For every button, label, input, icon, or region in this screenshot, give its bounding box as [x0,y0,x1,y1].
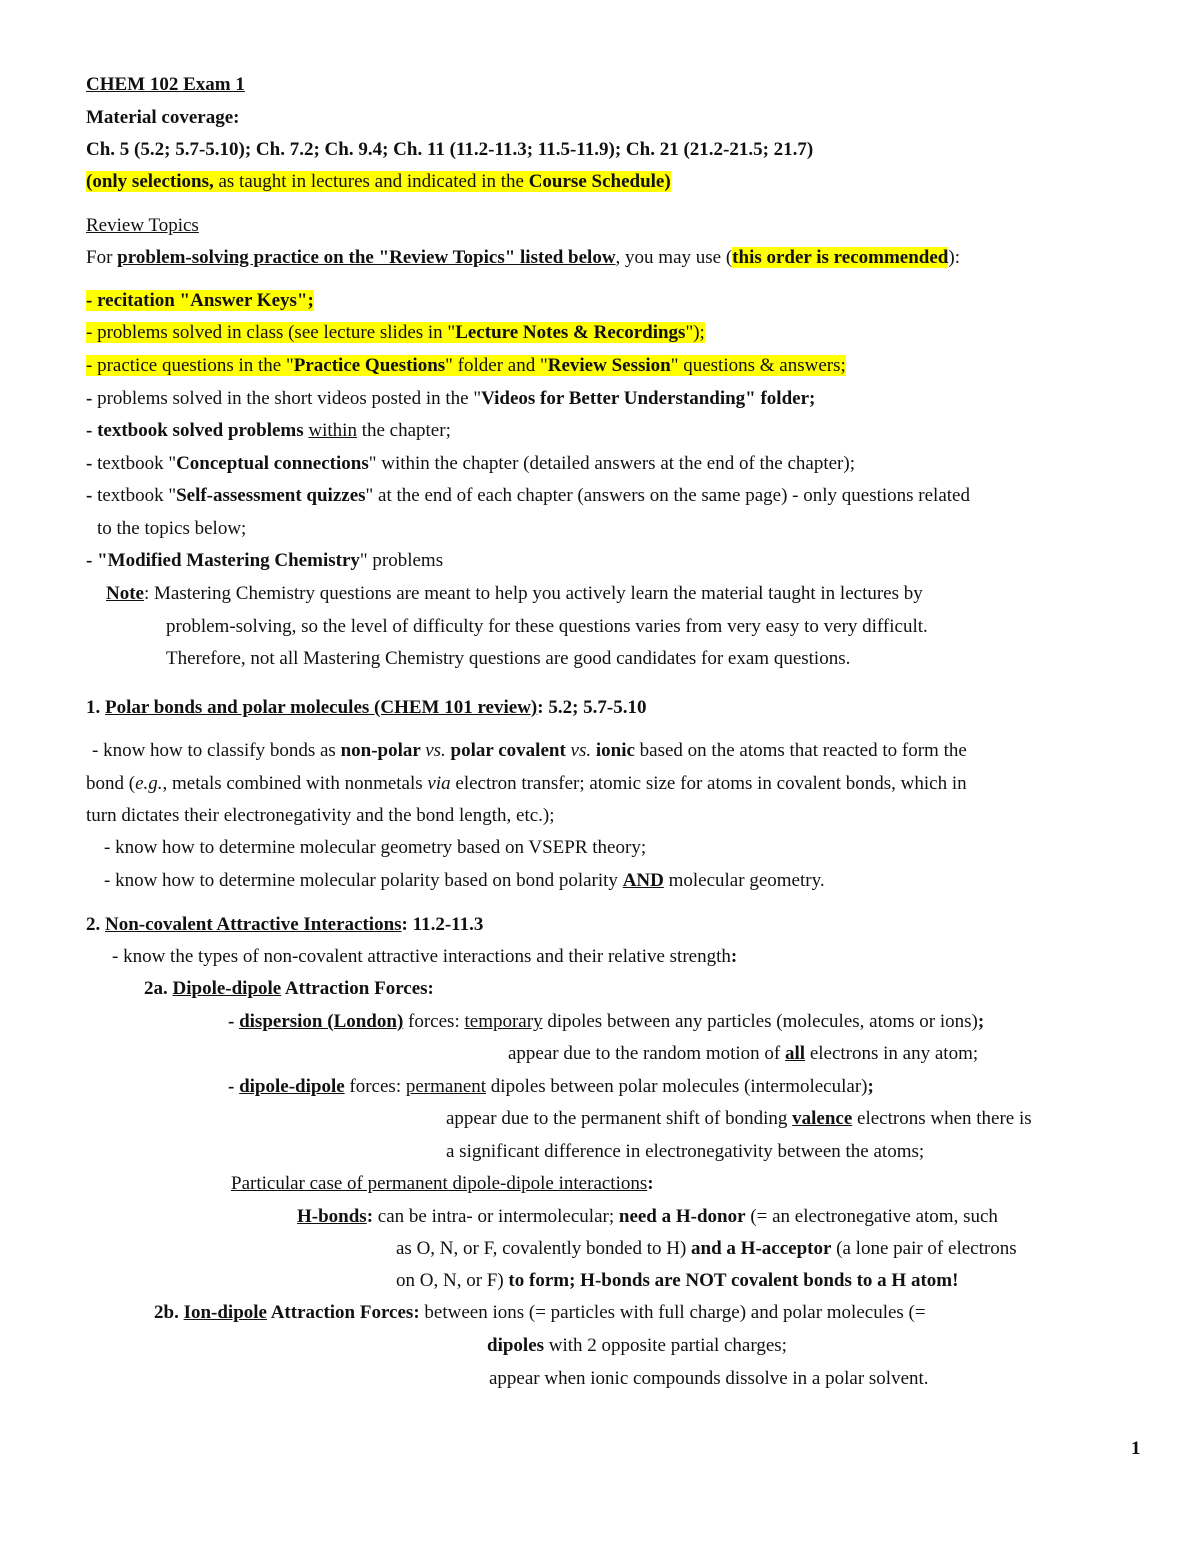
r3a: - practice questions in the " [86,355,294,376]
section-2-heading [86,912,483,938]
r8c: " problems [359,550,444,571]
note-label: Note [106,583,144,604]
r7d: " at the end of each chapter (answers on the same page) - only questions related [365,485,970,506]
particular-case [231,1171,654,1197]
s1-l2e: electron transfer; atomic size for atoms in covalent bonds, which in [450,773,967,794]
dipole-line-3: a significant difference in electronegativity between the atoms; [446,1141,925,1162]
hb-c: can be intra- or intermolecular; [373,1206,619,1227]
resource-5 [86,418,451,444]
s1-l2a: bond ( [86,773,136,794]
hbond-line-3 [396,1268,958,1294]
note-line-2: problem-solving, so the level of difficulty for these questions varies from very easy to very difficult. [166,616,928,637]
s1-line-4: - know how to determine molecular geometry based on VSEPR theory; [104,837,647,858]
disp-c: forces: [403,1011,465,1032]
s2b-partial: with 2 opposite partial charges; [544,1335,787,1356]
r8b: Modified Mastering Chemistry [107,550,360,571]
r3d: Review Session [547,355,671,376]
r8a: - " [86,550,108,571]
hb2c: (a lone pair of electrons [831,1238,1017,1259]
s1-refs: : 5.2; 5.7-5.10 [537,697,647,718]
s2a-rest: Attraction Forces: [281,978,434,999]
s1-l5b: AND [622,870,664,891]
s1-l1e: vs. [570,740,592,761]
r5c: the chapter; [356,420,451,441]
intro-c: , you may use ( [615,247,733,268]
dd-f: ; [867,1076,874,1097]
dispersion-line-2 [508,1041,978,1067]
dd2c: electrons when there is [852,1108,1032,1129]
r4c: Videos for Better Understanding [481,388,746,409]
s2-num: 2. [86,914,105,935]
s2b-line-2 [487,1333,787,1359]
s2a-heading [144,976,434,1002]
resource-3 [86,353,846,379]
s2b-dipoles: dipoles [487,1335,545,1356]
dd-c: forces: [344,1076,406,1097]
part-b: : [647,1173,654,1194]
r4b: problems solved in the short videos posted in the " [97,388,482,409]
dispersion-line [228,1009,984,1035]
selection-note [86,169,671,195]
s2b-rest: Attraction Forces: [267,1302,420,1323]
hbond-line-2 [396,1236,1017,1262]
sel-open: (only selections, [86,171,214,192]
part-a: Particular case of permanent dipole-dipole interactions [231,1173,648,1194]
s2-intro [112,944,737,970]
resource-6 [86,451,855,477]
r7a: - [86,485,98,506]
sel-course: Course Schedule [528,171,665,192]
s1-l5c: molecular geometry. [663,870,825,891]
coverage-label: Material coverage: [86,107,240,128]
r7c: Self-assessment quizzes [176,485,366,506]
section-1-heading [86,695,646,721]
r5a: - textbook solved problems [86,420,309,441]
resource-8 [86,548,443,574]
s1-line-5 [104,868,825,894]
s1-l1g: based on the atoms that reacted to form the [634,740,967,761]
coverage-chapters: Ch. 5 (5.2; 5.7-5.10); Ch. 7.2; Ch. 9.4; Ch. 11 (11.2-11.3; 11.5-11.9); Ch. 21 (21.2-21.5; 21.7) [86,139,814,160]
dipole-line [228,1074,874,1100]
s2a-title: Dipole-dipole [172,978,282,999]
r2b: Lecture Notes & Recordings [455,322,686,343]
dd2a: appear due to the permanent shift of bonding [446,1108,793,1129]
r6b: textbook " [97,453,177,474]
hb-b: : [366,1206,374,1227]
s1-l1d: polar covalent [445,740,571,761]
intro-b: problem-solving practice on the "Review Topics" listed below [117,247,616,268]
r6d: " within the chapter (detailed answers at the end of the chapter); [368,453,855,474]
s1-num: 1. [86,697,105,718]
note-line-3: Therefore, not all Mastering Chemistry questions are good candidates for exam questions. [166,648,851,669]
s2-title: Non-covalent Attractive Interactions [105,914,402,935]
resource-7-cont: to the topics below; [97,518,247,539]
hb-a: H-bonds [297,1206,367,1227]
resource-1 [86,288,314,314]
resource-4 [86,386,815,412]
resource-7 [86,483,970,509]
disp2c: electrons in any atom; [805,1043,979,1064]
sel-mid: as taught in lectures and indicated in the [213,171,529,192]
s1-l5a: - know how to determine molecular polarity based on bond polarity [104,870,623,891]
disp-a: - [228,1011,240,1032]
disp-e: dipoles between any particles (molecules, atoms or ions) [542,1011,978,1032]
dd-a: - [228,1076,240,1097]
s1-l2d: via [427,773,451,794]
s1-l2c: , metals combined with nonmetals [162,773,428,794]
intro-a: For [86,247,118,268]
note-line-1 [106,581,923,607]
s1-l1a: - know how to classify bonds as [92,740,341,761]
hb2a: as O, N, or F, covalently bonded to H) [396,1238,692,1259]
hb-e: (= an electronegative atom, such [745,1206,998,1227]
dd-e: dipoles between polar molecules (intermolecular) [486,1076,868,1097]
s1-line-1 [92,738,967,764]
r3c: " folder and " [445,355,548,376]
r7b: textbook " [97,485,177,506]
intro-d: this order is recommended [732,247,949,268]
review-intro [86,245,960,271]
review-heading: Review Topics [86,215,199,236]
s2b-label: 2b. [154,1302,184,1323]
hb-d: need a H-donor [618,1206,746,1227]
dd-b: dipole-dipole [239,1076,345,1097]
s2a-label: 2a. [144,978,173,999]
s2-intro-a: - know the types of non-covalent attractive interactions and their relative strength [112,946,731,967]
sel-close: ) [664,171,671,192]
note-text-1: : Mastering Chemistry questions are meant to help you actively learn the material taught in lectures by [143,583,923,604]
s1-l2b: e.g. [135,773,163,794]
r3e: " questions & answers; [670,355,846,376]
r5b: within [308,420,357,441]
hb3b: to form; H-bonds are NOT covalent bonds to a H atom! [508,1270,959,1291]
r6a: - [86,453,98,474]
s2-refs: : 11.2-11.3 [401,914,484,935]
s1-l1c: vs. [425,740,446,761]
s2b-text: between ions (= particles with full charge) and polar molecules (= [419,1302,926,1323]
exam-title: CHEM 102 Exam 1 [86,74,245,95]
s2b-heading [154,1300,926,1326]
r4d: " folder; [745,388,816,409]
disp-f: ; [977,1011,985,1032]
s1-l1b: non-polar [340,740,426,761]
dd-d: permanent [405,1076,487,1097]
s2b-title: Ion-dipole [183,1302,267,1323]
r4a: - [86,388,98,409]
s1-line-2 [86,771,967,797]
s2b-line-3: appear when ionic compounds dissolve in a polar solvent. [489,1368,929,1389]
disp-b: dispersion (London) [239,1011,404,1032]
page-number: 1 [1131,1438,1141,1459]
dipole-line-2 [446,1106,1032,1132]
s2-intro-b: : [730,946,738,967]
r2c: "); [685,322,705,343]
s1-l1f: ionic [591,740,635,761]
hbond-line-1 [297,1204,998,1230]
resource-2 [86,320,705,346]
r1-text: - recitation "Answer Keys"; [86,290,314,311]
s1-title: Polar bonds and polar molecules (CHEM 101 review) [105,697,538,718]
hb2b: and a H-acceptor [691,1238,832,1259]
disp2b: all [785,1043,806,1064]
disp2a: appear due to the random motion of [508,1043,786,1064]
dd2b: valence [792,1108,853,1129]
s1-line-3: turn dictates their electronegativity and the bond length, etc.); [86,805,555,826]
disp-d: temporary [464,1011,543,1032]
hb3a: on O, N, or F) [396,1270,509,1291]
intro-e: ): [948,247,960,268]
r3b: Practice Questions [293,355,446,376]
r6c: Conceptual connections [176,453,369,474]
r2a: - problems solved in class (see lecture slides in " [86,322,456,343]
